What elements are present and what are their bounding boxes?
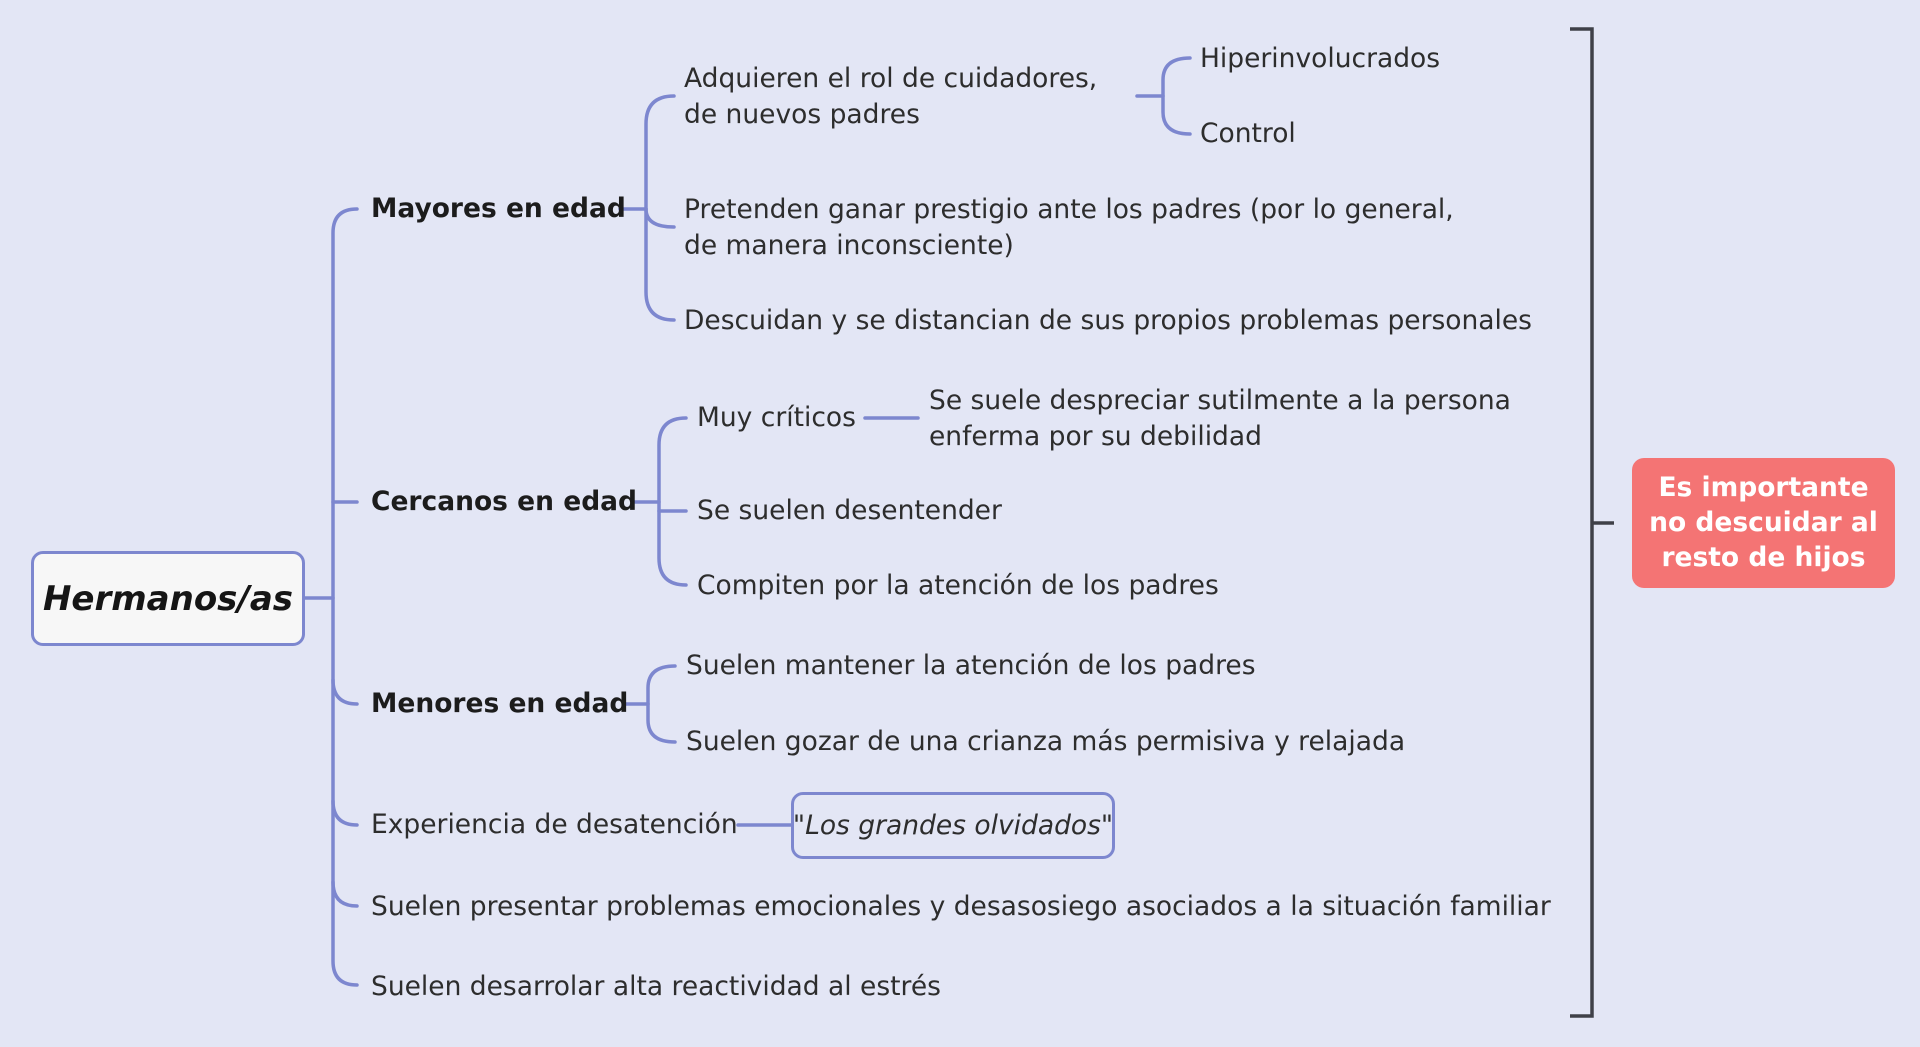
node-control-label: Control: [1200, 118, 1296, 149]
node-descuidan[interactable]: [684, 303, 1532, 339]
callout-important[interactable]: [1632, 458, 1895, 588]
summary-bracket: [1570, 29, 1592, 1016]
node-control[interactable]: [1200, 116, 1296, 152]
root-node[interactable]: [31, 551, 305, 646]
callout-line3: resto de hijos: [1661, 542, 1866, 573]
node-mantener-atencion-label: Suelen mantener la atención de los padres: [686, 650, 1256, 681]
branch-cercanos-label: Cercanos en edad: [371, 486, 638, 517]
node-crianza-permisiva[interactable]: [686, 724, 1405, 760]
branch-emocionales-label: Suelen presentar problemas emocionales y desasosiego asociados a la situación familiar: [371, 891, 1551, 922]
node-prestigio-line2: de manera inconsciente): [684, 230, 1014, 261]
node-mantener-atencion[interactable]: [686, 648, 1256, 684]
branch-experiencia-label: Experiencia de desatención: [371, 809, 738, 840]
node-hiperinvolucrados[interactable]: [1200, 41, 1440, 77]
node-criticos-label: Muy críticos: [697, 402, 856, 433]
connector-main-spine: [333, 209, 357, 985]
node-criticos[interactable]: [697, 400, 856, 436]
branch-cercanos[interactable]: [371, 484, 637, 520]
node-cuidadores[interactable]: [684, 61, 1097, 133]
node-criticos-detail-line2: enferma por su debilidad: [929, 421, 1262, 452]
node-hiperinvolucrados-label: Hiperinvolucrados: [1200, 43, 1441, 74]
branch-experiencia[interactable]: [371, 807, 738, 843]
branch-mayores-label: Mayores en edad: [371, 193, 626, 224]
root-label: Hermanos/as: [42, 578, 294, 619]
node-crianza-permisiva-label: Suelen gozar de una crianza más permisiva y relajada: [686, 726, 1406, 757]
node-desentender-label: Se suelen desentender: [697, 495, 1002, 526]
branch-emocionales[interactable]: [371, 889, 1551, 925]
branch-menores-label: Menores en edad: [371, 688, 629, 719]
node-cuidadores-line2: de nuevos padres: [684, 99, 920, 130]
node-criticos-detail-line1: Se suele despreciar sutilmente a la persona: [929, 385, 1511, 416]
branch-mayores[interactable]: [371, 191, 626, 227]
node-cuidadores-line1: Adquieren el rol de cuidadores,: [684, 63, 1098, 94]
branch-reactividad-label: Suelen desarrolar alta reactividad al estrés: [371, 971, 941, 1002]
node-prestigio[interactable]: [684, 192, 1454, 264]
node-compiten[interactable]: [697, 568, 1219, 604]
node-desentender[interactable]: [697, 493, 1002, 529]
node-compiten-label: Compiten por la atención de los padres: [697, 570, 1219, 601]
node-criticos-detail[interactable]: [929, 383, 1511, 455]
quote-box-olvidados[interactable]: [791, 792, 1115, 859]
branch-menores[interactable]: [371, 686, 628, 722]
quote-text: "Los grandes olvidados": [792, 810, 1114, 841]
branch-reactividad[interactable]: [371, 969, 941, 1005]
callout-line2: no descuidar al: [1649, 507, 1878, 538]
callout-line1: Es importante: [1658, 472, 1869, 503]
node-descuidan-label: Descuidan y se distancian de sus propios problemas personales: [684, 305, 1532, 336]
node-prestigio-line1: Pretenden ganar prestigio ante los padres (por lo general,: [684, 194, 1454, 225]
